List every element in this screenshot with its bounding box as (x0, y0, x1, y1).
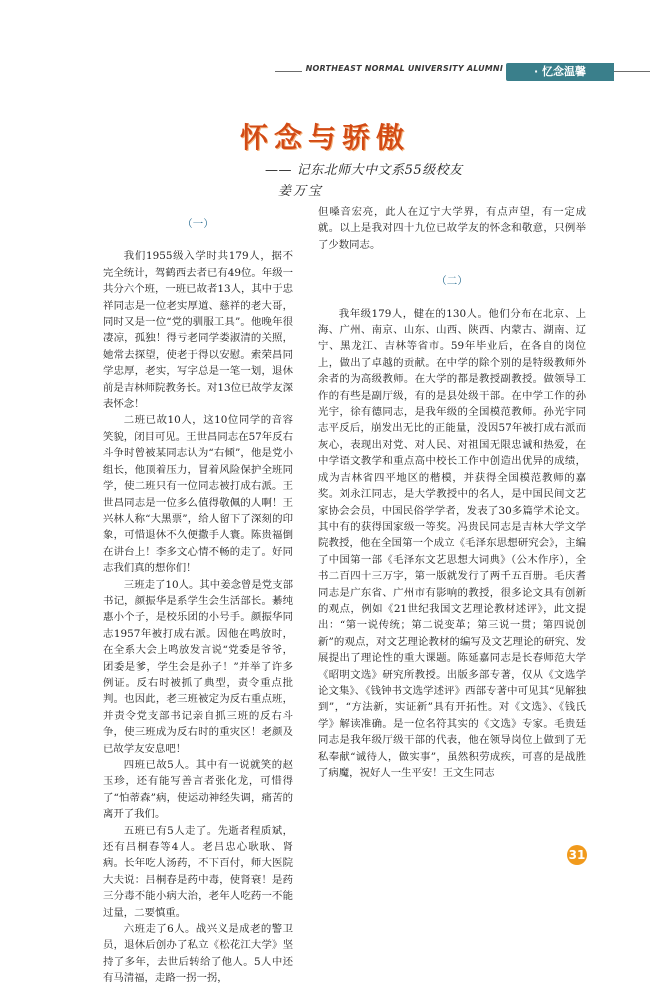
paragraph: 五班已有5人走了。先逝者程质斌，还有吕桐春等4人。老吕忠心耿耿、肾病。长年吃人汤药，不下百付，师大医院大夫说：吕桐春是药中毒，使肾衰！是药三分毒不能小病大治，老年人吃药一不能过量，二要慎重。 (103, 824, 293, 919)
page-header (0, 63, 650, 81)
paragraph: 二班已故10人，这10位同学的音容笑貌，闭目可见。王世昌同志在57年反右斗争时曾被某同志认为“右倾”，他是党小组长，他顶着压力，冒着风险保护全班同学，使二班只有一位同志被打成右派。王世昌同志是一位多么值得敬佩的人啊！王兴林人称“大黑票”，给人留下了深刻的印象，可惜退休不久便撒手人寰。陈贵福倒在讲台上！李多文心情不畅的走了。好同志我们真的想你们！ (103, 414, 293, 575)
page-number: 31 (567, 845, 587, 865)
article-title: 怀念与骄傲 (239, 121, 410, 154)
right-column (318, 204, 586, 781)
section-1-heading: （一） (182, 218, 214, 230)
paragraph: 六班走了6人。战兴义是成老的警卫员，退休后创办了私立《松花江大学》坚持了多年，去世后转给了他人。5人中还有马清福，走路一拐一拐， (103, 923, 293, 985)
paragraph: 我们1955级入学时共179人，据不完全统计，驾鹤西去者已有49位。年级一共分六个班，一班已故者13人，其中于忠祥同志是一位老实厚道、慈祥的老大哥，同时又是一位“党的驯服工具”。他晚年很凄凉，孤独！得亏老同学娄淑清的关照，她常去探望，使老于得以安慰。索荣昌同学忠厚，老实，写字总是一笔一划，退休前是吉林师院教务长。对13位已故学友深表怀念！ (103, 250, 293, 411)
paragraph: 我年级179人，健在的130人。他们分布在北京、上海、广州、南京、山东、山西、陕西、内蒙古、湖南、辽宁、黑龙江、吉林等省市。59年毕业后，在各自的岗位上，做出了卓越的贡献。在中学的除个别的是特级教师外余者的为高级教师。在大学的都是教授副教授。做领导工作的有些是副厅级，有的是县处级干部。在中学工作的孙光宇，徐有德同志，是我年级的全国模范教师。孙光宇同志平反后，崩发出无比的正能量，没因57年被打成右派而灰心，表现出对党、对人民、对祖国无限忠诚和热爱，在中学语文教学和重点高中校长工作中创造出优异的成绩，成为吉林省四平地区的楷模，并获得全国模范教师的嘉奖。刘永江同志，是大学教授中的名人，是中国民间文艺家协会会员，中国民俗学学者，发表了30多篇学术论文。其中有的获得国家级一等奖。冯贵民同志是吉林大学文学院教授，他在全国第一个成立《毛泽东思想研究会》，主编了中国第一部《毛泽东文艺思想大词典》（公木作序），全书二百四十三万字，第一版就发行了两千五百册。毛庆耆同志是广东省、广州市有影响的教授，很多论文具有创新的观点，例如《21世纪我国文艺理论教材述评》，此文提出：“第一说传统；第二说变革；第三说一贯；第四说创新”的观点，对文艺理论教材的编写及文艺理论的研究、发展提出了理论性的重大课题。陈延嘉同志是长春师范大学《昭明文选》研究所教授。出版多部专著，仅从《文选学论文集》、《钱钟书文选学述评》西部专著中可见其“见解独到”，“方法新，实证新”具有开拓性。对《文选》、《钱氏学》解读准确。是一位名符其实的《文选》专家。毛贵廷同志是我年级厅级干部的代表，他在领导岗位上做到了无私奉献“诚待人，做实事”，虽然积劳成疾，可喜的是战胜了病魔，祝好人一生平安！王文生同志 (318, 307, 586, 779)
journal-name: NORTHEAST NORMAL UNIVERSITY ALUMNI (302, 64, 507, 73)
article-author: 姜万宝 (278, 184, 324, 199)
section-tab: · 忆念温馨 (506, 63, 614, 81)
article-subtitle: —— 记东北师大中文系55级校友 (265, 163, 463, 178)
paragraph-continued: 但嗓音宏亮，此人在辽宁大学界，有点声望，有一定成就。以上是我对四十九位已故学友的怀念和敬意，只例举了少数同志。 (318, 206, 586, 251)
left-column (103, 216, 293, 987)
paragraph: 四班已故5人。其中有一说就笑的赵玉珍，还有能写善言者张化龙，可惜得了“怕蒂森”病，使运动神经失调，痛苦的离开了我们。 (103, 759, 293, 821)
paragraph: 三班走了10人。其中姜念曾是党支部书记，颜振华是系学生会生活部长。綦纯惠小个子，是校乐团的小号手。颜振华同志1957年被打成右派。因他在鸣放时，在全系大会上鸣放发言说“党委是爷爷，团委是爹，学生会是孙子！”并举了许多例证。反右时被抓了典型，责令重点批判。也因此，老三班被定为反右重点班，并责令党支部书记亲自抓三班的反右斗争，使三班成为反右时的重灾区！老颜及已故学友安息吧！ (103, 578, 293, 755)
section-2-heading: （二） (436, 275, 468, 288)
